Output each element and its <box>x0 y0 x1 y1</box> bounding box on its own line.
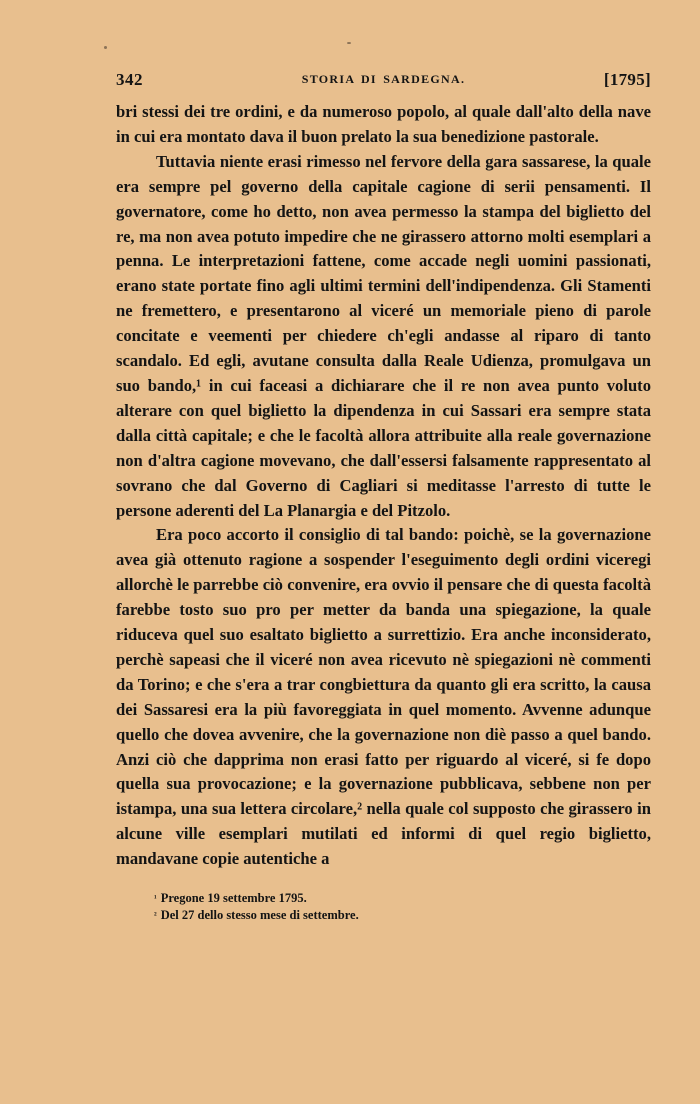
footnote-text: Pregone 19 settembre 1795. <box>160 891 307 906</box>
footnote-text: Del 27 dello stesso mese di settembre. <box>160 908 359 923</box>
page-number: 342 <box>116 70 143 89</box>
year-marker: [1795] <box>603 70 651 89</box>
running-title: STORIA DI SARDEGNA. <box>301 72 466 86</box>
footnote <box>154 890 651 907</box>
paragraph: Era poco accorto il consiglio di tal bando: poichè, se la governazione avea già ottenuto ragione a sospender l'eseguimento degli ordini viceregi allorchè le parrebbe ciò convenire, era ovvio il pensare che di questa facoltà farebbe tosto suo pro per metter da banda una spiegazione, la quale riduceva quel suo esaltato biglietto a surrettizio. Era anche inconsiderato, perchè sapeasi che il viceré non avea ricevuto nè spiegazioni nè commenti da Torino; e che s'era a trar congbiettura da quanto gli era scritto, la causa dei Sassaresi era la più favoreggiata in quel momento. Avvenne adunque quello che dovea avvenire, che la governazione non diè passo a quel bando. Anzi ciò che dapprima non erasi fatto per riguardo al viceré, si fe dopo quella sua provocazione; e la governazione pubblicava, sebbene non per istampa, una sua lettera circolare,² nella quale col supposto che girassero in alcune ville esemplari mutilati ed informi di quel regio biglietto, mandavane copie autentiche a <box>116 525 651 869</box>
scan-speck <box>347 42 351 44</box>
book-page <box>116 66 651 1056</box>
footnote-mark: ¹ <box>154 893 157 904</box>
footnote-mark: ² <box>154 910 157 921</box>
paragraph-continuation: bri stessi dei tre ordini, e da numeroso popolo, al quale dall'alto della nave in cui era montato dava il buon prelato la sua benedizione pastorale. <box>116 102 651 146</box>
paragraph: Tuttavia niente erasi rimesso nel fervore della gara sassarese, la quale era sempre pel governo della capitale cagione di serii pensamenti. Il governatore, come ho detto, non avea permesso la stampa del biglietto del re, ma non avea potuto impedire che ne girassero attorno molti esemplari a penna. Le interpretazioni fattene, come accade negli uomini passionati, erano state portate fino agli ultimi termini dell'indipendenza. Gli Stamenti ne fremettero, e presentarono al viceré un memoriale pieno di parole concitate e veementi per chiedere ch'egli andasse al riparo di tanto scandalo. Ed egli, avutane consulta dalla Reale Udienza, promulgava un suo bando,¹ in cui faceasi a dichiarare che il re non avea punto voluto alterare con quel biglietto la dipendenza in cui Sassari era sempre stata dalla città capitale; e che le facoltà allora attribuite alla reale governazione non d'altra cagione movevano, che dall'essersi falsamente rappresentato al sovrano che dal Governo di Cagliari si meditasse l'arresto di tutte le persone aderenti del La Planargia e del Pitzolo. <box>116 151 651 520</box>
footnotes <box>154 890 651 924</box>
footnote <box>154 907 651 924</box>
running-head <box>116 70 651 98</box>
body-text <box>116 100 651 872</box>
scan-speck <box>104 46 107 49</box>
